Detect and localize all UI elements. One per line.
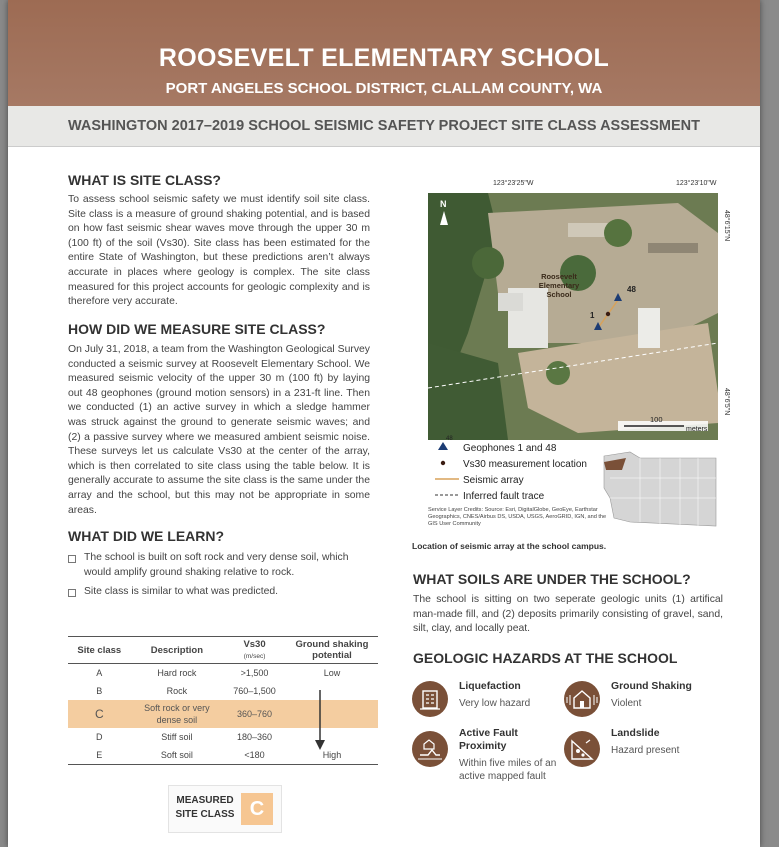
site-class-cell: C (68, 700, 131, 728)
geophone-triangle-icon (438, 442, 448, 450)
hazard-title: Landslide (611, 728, 660, 739)
map-caption: Location of seismic array at the school campus. (412, 541, 607, 551)
vs30-unit: (m/sec) (243, 653, 266, 660)
legend-item: Geophones 1 and 48 (463, 443, 557, 454)
site-class-cell: A (96, 668, 103, 678)
shaking-label-2: potential (312, 650, 352, 661)
vs30-point-icon (441, 461, 445, 465)
washington-state-inset (600, 448, 720, 530)
project-title: WASHINGTON 2017–2019 SCHOOL SEISMIC SAFETY PROJECT SITE CLASS ASSESSMENT (68, 118, 700, 134)
how-text: On July 31, 2018, a team from the Washington Geological Survey conducted a seismic survey at Roosevelt Elementary School. We measured seismic velocity of the upper 30 m (100 ft) by laying out 48 geophones (ground motion sensors) in a 231-ft line. Then we conducted (1) an active survey in which a sledge hammer was struck against the ground to generate seismic waves; and (2) a passive survey where we measured ambient seismic noise. These surveys let us calculate Vs30 at the center of the array, which is then correlated to site class using the table below. It is generally accurate to assume the site class is the same under the array and the school, but this may not be appropriate in some areas. (68, 344, 370, 516)
hazard-value: Within five miles of an active mapped fault (459, 758, 557, 782)
vs30-cell: 180–360 (237, 732, 273, 742)
site-class-table (68, 636, 378, 765)
description-cell: Soft rock or very dense soil (131, 700, 224, 728)
vs30-cell: 360–760 (223, 700, 286, 728)
school-title: ROOSEVELT ELEMENTARY SCHOOL (158, 44, 610, 72)
learn-bullet-text: Site class is similar to what was predicted. (84, 586, 279, 597)
col-site-class: Site class (68, 637, 131, 664)
table-row (68, 664, 378, 683)
col-vs30 (223, 637, 286, 664)
map-credits: Service Layer Credits: Source: Esri, DigitalGlobe, GeoEye, Earthstar Geographics, CNES/Airbus DS, USDA, USGS, AeroGRID, IGN, and the GIS User Community (428, 507, 607, 527)
table-row (68, 746, 378, 765)
hazards-heading: GEOLOGIC HAZARDS AT THE SCHOOL (413, 650, 678, 666)
shaking-cell (286, 728, 378, 746)
shaking-cell: Low (323, 668, 341, 678)
legend-item: Inferred fault trace (463, 491, 545, 502)
coord-label: 123°23'10"W (676, 180, 717, 187)
table-header-row (68, 637, 378, 664)
shaking-label-1: Ground shaking (295, 639, 369, 650)
geophone-1-label: 1 (590, 311, 595, 320)
school-district: PORT ANGELES SCHOOL DISTRICT, CLALLAM COUNTY, WA (165, 80, 603, 97)
fault-icon (412, 731, 448, 767)
site-class-cell: B (96, 686, 103, 696)
shaking-cell (286, 700, 378, 728)
project-band (8, 106, 760, 147)
shaking-cell (286, 682, 378, 700)
soils-heading: WHAT SOILS ARE UNDER THE SCHOOL? (413, 571, 691, 587)
description-cell: Rock (166, 686, 188, 696)
legend-symbols (433, 438, 463, 508)
table-row (68, 682, 378, 700)
description-cell: Stiff soil (161, 732, 193, 742)
learn-bullet (68, 551, 378, 581)
site-map (428, 193, 718, 440)
north-arrow-icon: N (440, 199, 447, 209)
vs30-label: Vs30 (243, 639, 266, 650)
shaking-house-icon (564, 681, 600, 717)
bullet-box-icon (68, 589, 76, 597)
measured-site-class-box (168, 785, 282, 833)
measured-value: C (241, 793, 273, 825)
hazard-title: Ground Shaking (611, 681, 692, 692)
shaking-cell: High (286, 746, 378, 765)
soils-text: The school is sitting on two seperate geologic units (1) artifical man-made fill, and (2) deposits primarily consisting of gravel, sand, silt, clay, and locally peat. (413, 594, 723, 635)
table-row (68, 728, 378, 746)
shaking-arrow-icon (314, 690, 326, 752)
site-class-cell: D (96, 732, 103, 742)
geophone-48-label: 48 (627, 285, 636, 294)
site-class-cell: E (68, 746, 131, 765)
legend-item: Vs30 measurement location (463, 459, 587, 470)
hazard-title: Active Fault Proximity (459, 728, 518, 752)
description-cell: Soft soil (131, 746, 224, 765)
what-is-text: To assess school seismic safety we must identify soil site class. Site class is a measure of ground shaking potential, and is based on how fast seismic shear waves move through the upper 30 m (100 ft) of the soil (Vs30). Site class has been estimated for the entire State of Washington, but these predictions aren’t always accurate in places where geology is complex. The site class measured for this project accounts for geologic complexity and is therefore very accurate. (68, 194, 370, 308)
description-cell: Hard rock (157, 668, 197, 678)
coord-label: 48°6'5"N (723, 388, 730, 416)
table-row-highlighted (68, 700, 378, 728)
coord-label: 123°23'25"W (493, 180, 534, 187)
building-icon (412, 681, 448, 717)
header-banner (8, 0, 760, 106)
col-description: Description (131, 637, 224, 664)
hazard-value: Hazard present (611, 745, 680, 756)
school-map-label: Roosevelt Elementary School (538, 272, 580, 299)
aerial-image (428, 193, 718, 440)
fact-sheet-page (8, 0, 760, 847)
vs30-cell: 760–1,500 (233, 686, 276, 696)
col-ground-shaking (286, 637, 378, 664)
how-heading: HOW DID WE MEASURE SITE CLASS? (68, 321, 326, 337)
hazard-title: Liquefaction (459, 681, 521, 692)
scale-value: 100 (650, 415, 663, 424)
learn-bullet (68, 585, 378, 601)
hazard-value: Violent (611, 698, 642, 709)
scale-unit: meters (686, 426, 708, 433)
bullet-box-icon (68, 555, 76, 563)
vs30-cell: >1,500 (240, 668, 269, 678)
measured-label: MEASURED SITE CLASS (175, 795, 235, 820)
learn-bullet-text: The school is built on soft rock and very dense soil, which would amplify ground shaking relative to rock. (84, 552, 349, 578)
landslide-icon (564, 731, 600, 767)
vs30-cell: <180 (223, 746, 286, 765)
what-is-heading: WHAT IS SITE CLASS? (68, 172, 221, 188)
coord-label: 48°6'15"N (723, 210, 730, 242)
hazard-value: Very low hazard (459, 698, 531, 709)
learn-heading: WHAT DID WE LEARN? (68, 528, 225, 544)
legend-item: Seismic array (463, 475, 524, 486)
legend-sup: 48 (446, 436, 453, 442)
